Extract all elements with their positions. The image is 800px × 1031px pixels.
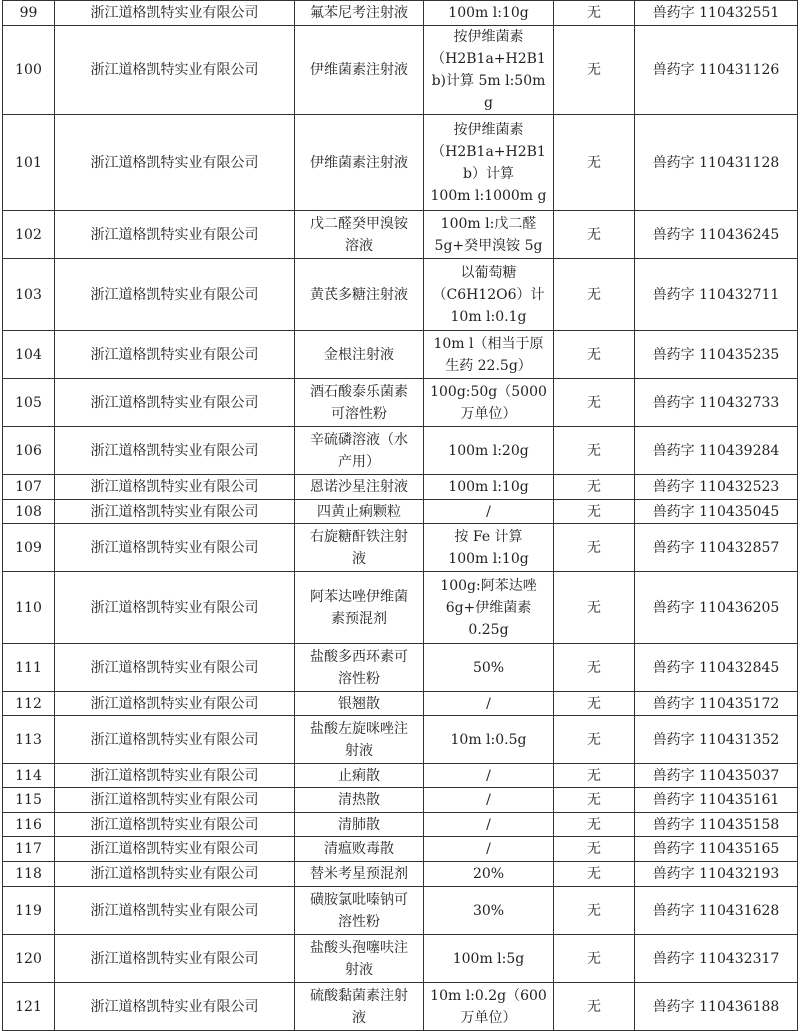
approval-number-cell: 兽药字 110431126 [635,26,798,115]
extra-status-cell: 无 [554,837,635,862]
company-name-cell: 浙江道格凯特实业有限公司 [55,115,295,211]
specification-cell: 100m l:20g [424,427,554,475]
table-row [3,692,798,716]
approval-number-cell: 兽药字 110435161 [635,788,798,813]
row-number-cell: 115 [3,788,55,813]
extra-status-cell: 无 [554,475,635,500]
table-row [3,26,798,115]
extra-status-cell: 无 [554,211,635,259]
specification-cell: 10m l:0.5g [424,716,554,764]
extra-status-cell: 无 [554,379,635,427]
table-row [3,211,798,259]
approval-number-cell: 兽药字 110432551 [635,1,798,26]
specification-cell: 100g:50g（5000 万单位） [424,379,554,427]
row-number-cell: 111 [3,644,55,692]
table-row [3,983,798,1031]
product-name-cell: 盐酸左旋咪唑注 射液 [295,716,424,764]
product-name-cell: 四黄止痢颗粒 [295,500,424,524]
extra-status-cell: 无 [554,500,635,524]
specification-cell: 50% [424,644,554,692]
product-name-cell: 银翘散 [295,692,424,716]
specification-cell: 100m l:10g [424,1,554,26]
extra-status-cell: 无 [554,788,635,813]
approval-number-cell: 兽药字 110435037 [635,764,798,788]
row-number-cell: 120 [3,935,55,983]
specification-cell: / [424,837,554,862]
company-name-cell: 浙江道格凯特实业有限公司 [55,813,295,837]
company-name-cell: 浙江道格凯特实业有限公司 [55,887,295,935]
row-number-cell: 117 [3,837,55,862]
company-name-cell: 浙江道格凯特实业有限公司 [55,764,295,788]
row-number-cell: 105 [3,379,55,427]
extra-status-cell: 无 [554,1,635,26]
approval-number-cell: 兽药字 110435158 [635,813,798,837]
table-body [3,1,798,1031]
extra-status-cell: 无 [554,572,635,644]
row-number-cell: 108 [3,500,55,524]
table-row [3,764,798,788]
extra-status-cell: 无 [554,862,635,887]
company-name-cell: 浙江道格凯特实业有限公司 [55,983,295,1031]
approval-number-cell: 兽药字 110435235 [635,331,798,379]
company-name-cell: 浙江道格凯特实业有限公司 [55,935,295,983]
company-name-cell: 浙江道格凯特实业有限公司 [55,692,295,716]
row-number-cell: 119 [3,887,55,935]
specification-cell: 10m l:0.2g（600 万单位） [424,983,554,1031]
company-name-cell: 浙江道格凯特实业有限公司 [55,475,295,500]
specification-cell: 以葡萄糖 （C6H12O6）计 10m l:0.1g [424,259,554,331]
row-number-cell: 114 [3,764,55,788]
table-row [3,379,798,427]
extra-status-cell: 无 [554,692,635,716]
company-name-cell: 浙江道格凯特实业有限公司 [55,788,295,813]
row-number-cell: 104 [3,331,55,379]
company-name-cell: 浙江道格凯特实业有限公司 [55,331,295,379]
extra-status-cell: 无 [554,887,635,935]
product-name-cell: 盐酸多西环素可 溶性粉 [295,644,424,692]
approval-number-cell: 兽药字 110432523 [635,475,798,500]
company-name-cell: 浙江道格凯特实业有限公司 [55,716,295,764]
company-name-cell: 浙江道格凯特实业有限公司 [55,259,295,331]
row-number-cell: 106 [3,427,55,475]
company-name-cell: 浙江道格凯特实业有限公司 [55,572,295,644]
product-name-cell: 金根注射液 [295,331,424,379]
product-name-cell: 硫酸黏菌素注射 液 [295,983,424,1031]
table-row [3,259,798,331]
approval-number-cell: 兽药字 110435172 [635,692,798,716]
company-name-cell: 浙江道格凯特实业有限公司 [55,1,295,26]
specification-cell: / [424,764,554,788]
approval-number-cell: 兽药字 110435045 [635,500,798,524]
approval-number-cell: 兽药字 110432711 [635,259,798,331]
specification-cell: 30% [424,887,554,935]
specification-cell: 100m l:10g [424,475,554,500]
product-name-cell: 氟苯尼考注射液 [295,1,424,26]
extra-status-cell: 无 [554,813,635,837]
specification-cell: 100m l:5g [424,935,554,983]
table-row [3,813,798,837]
approval-number-cell: 兽药字 110436205 [635,572,798,644]
product-name-cell: 辛硫磷溶液（水 产用） [295,427,424,475]
table-row [3,1,798,26]
approval-number-cell: 兽药字 110432733 [635,379,798,427]
specification-cell: / [424,813,554,837]
extra-status-cell: 无 [554,935,635,983]
product-name-cell: 清瘟败毒散 [295,837,424,862]
table-row [3,935,798,983]
approval-number-cell: 兽药字 110432857 [635,524,798,572]
specification-cell: 10m l（相当于原 生药 22.5g） [424,331,554,379]
specification-cell: 100g:阿苯达唑 6g+伊维菌素 0.25g [424,572,554,644]
product-name-cell: 恩诺沙星注射液 [295,475,424,500]
specification-cell: 按伊维菌素 （H2B1a+H2B1 b)计算 5m l:50m g [424,26,554,115]
product-name-cell: 替米考星预混剂 [295,862,424,887]
product-name-cell: 伊维菌素注射液 [295,26,424,115]
table-row [3,500,798,524]
specification-cell: 按伊维菌素 （H2B1a+H2B1 b）计算 100m l:1000m g [424,115,554,211]
row-number-cell: 100 [3,26,55,115]
product-name-cell: 伊维菌素注射液 [295,115,424,211]
drug-approval-table [2,0,798,1031]
company-name-cell: 浙江道格凯特实业有限公司 [55,211,295,259]
table-row [3,716,798,764]
table-row [3,644,798,692]
row-number-cell: 99 [3,1,55,26]
product-name-cell: 盐酸头孢噻呋注 射液 [295,935,424,983]
row-number-cell: 109 [3,524,55,572]
row-number-cell: 103 [3,259,55,331]
product-name-cell: 清热散 [295,788,424,813]
table-row [3,788,798,813]
specification-cell: / [424,788,554,813]
extra-status-cell: 无 [554,644,635,692]
company-name-cell: 浙江道格凯特实业有限公司 [55,379,295,427]
product-name-cell: 戊二醛癸甲溴铵 溶液 [295,211,424,259]
specification-cell: 100m l:戊二醛 5g+癸甲溴铵 5g [424,211,554,259]
specification-cell: / [424,692,554,716]
company-name-cell: 浙江道格凯特实业有限公司 [55,524,295,572]
approval-number-cell: 兽药字 110432845 [635,644,798,692]
table-row [3,887,798,935]
specification-cell: 按 Fe 计算 100m l:10g [424,524,554,572]
extra-status-cell: 无 [554,716,635,764]
row-number-cell: 118 [3,862,55,887]
extra-status-cell: 无 [554,524,635,572]
company-name-cell: 浙江道格凯特实业有限公司 [55,837,295,862]
approval-number-cell: 兽药字 110439284 [635,427,798,475]
table-row [3,837,798,862]
specification-cell: 20% [424,862,554,887]
approval-number-cell: 兽药字 110431128 [635,115,798,211]
extra-status-cell: 无 [554,259,635,331]
extra-status-cell: 无 [554,115,635,211]
approval-number-cell: 兽药字 110431628 [635,887,798,935]
approval-number-cell: 兽药字 110436245 [635,211,798,259]
product-name-cell: 酒石酸泰乐菌素 可溶性粉 [295,379,424,427]
approval-number-cell: 兽药字 110435165 [635,837,798,862]
specification-cell: / [424,500,554,524]
table-row [3,331,798,379]
table-row [3,524,798,572]
row-number-cell: 112 [3,692,55,716]
extra-status-cell: 无 [554,764,635,788]
extra-status-cell: 无 [554,331,635,379]
company-name-cell: 浙江道格凯特实业有限公司 [55,26,295,115]
extra-status-cell: 无 [554,427,635,475]
row-number-cell: 101 [3,115,55,211]
table-row [3,862,798,887]
table-row [3,115,798,211]
approval-number-cell: 兽药字 110436188 [635,983,798,1031]
table-row [3,427,798,475]
product-name-cell: 清肺散 [295,813,424,837]
company-name-cell: 浙江道格凯特实业有限公司 [55,427,295,475]
row-number-cell: 107 [3,475,55,500]
approval-number-cell: 兽药字 110432317 [635,935,798,983]
product-name-cell: 黄芪多糖注射液 [295,259,424,331]
product-name-cell: 止痢散 [295,764,424,788]
approval-number-cell: 兽药字 110432193 [635,862,798,887]
product-name-cell: 右旋糖酐铁注射 液 [295,524,424,572]
company-name-cell: 浙江道格凯特实业有限公司 [55,500,295,524]
product-name-cell: 磺胺氯吡嗪钠可 溶性粉 [295,887,424,935]
extra-status-cell: 无 [554,26,635,115]
row-number-cell: 113 [3,716,55,764]
company-name-cell: 浙江道格凯特实业有限公司 [55,862,295,887]
product-name-cell: 阿苯达唑伊维菌 素预混剂 [295,572,424,644]
approval-number-cell: 兽药字 110431352 [635,716,798,764]
row-number-cell: 102 [3,211,55,259]
table-row [3,475,798,500]
table-row [3,572,798,644]
extra-status-cell: 无 [554,983,635,1031]
row-number-cell: 116 [3,813,55,837]
company-name-cell: 浙江道格凯特实业有限公司 [55,644,295,692]
row-number-cell: 110 [3,572,55,644]
row-number-cell: 121 [3,983,55,1031]
